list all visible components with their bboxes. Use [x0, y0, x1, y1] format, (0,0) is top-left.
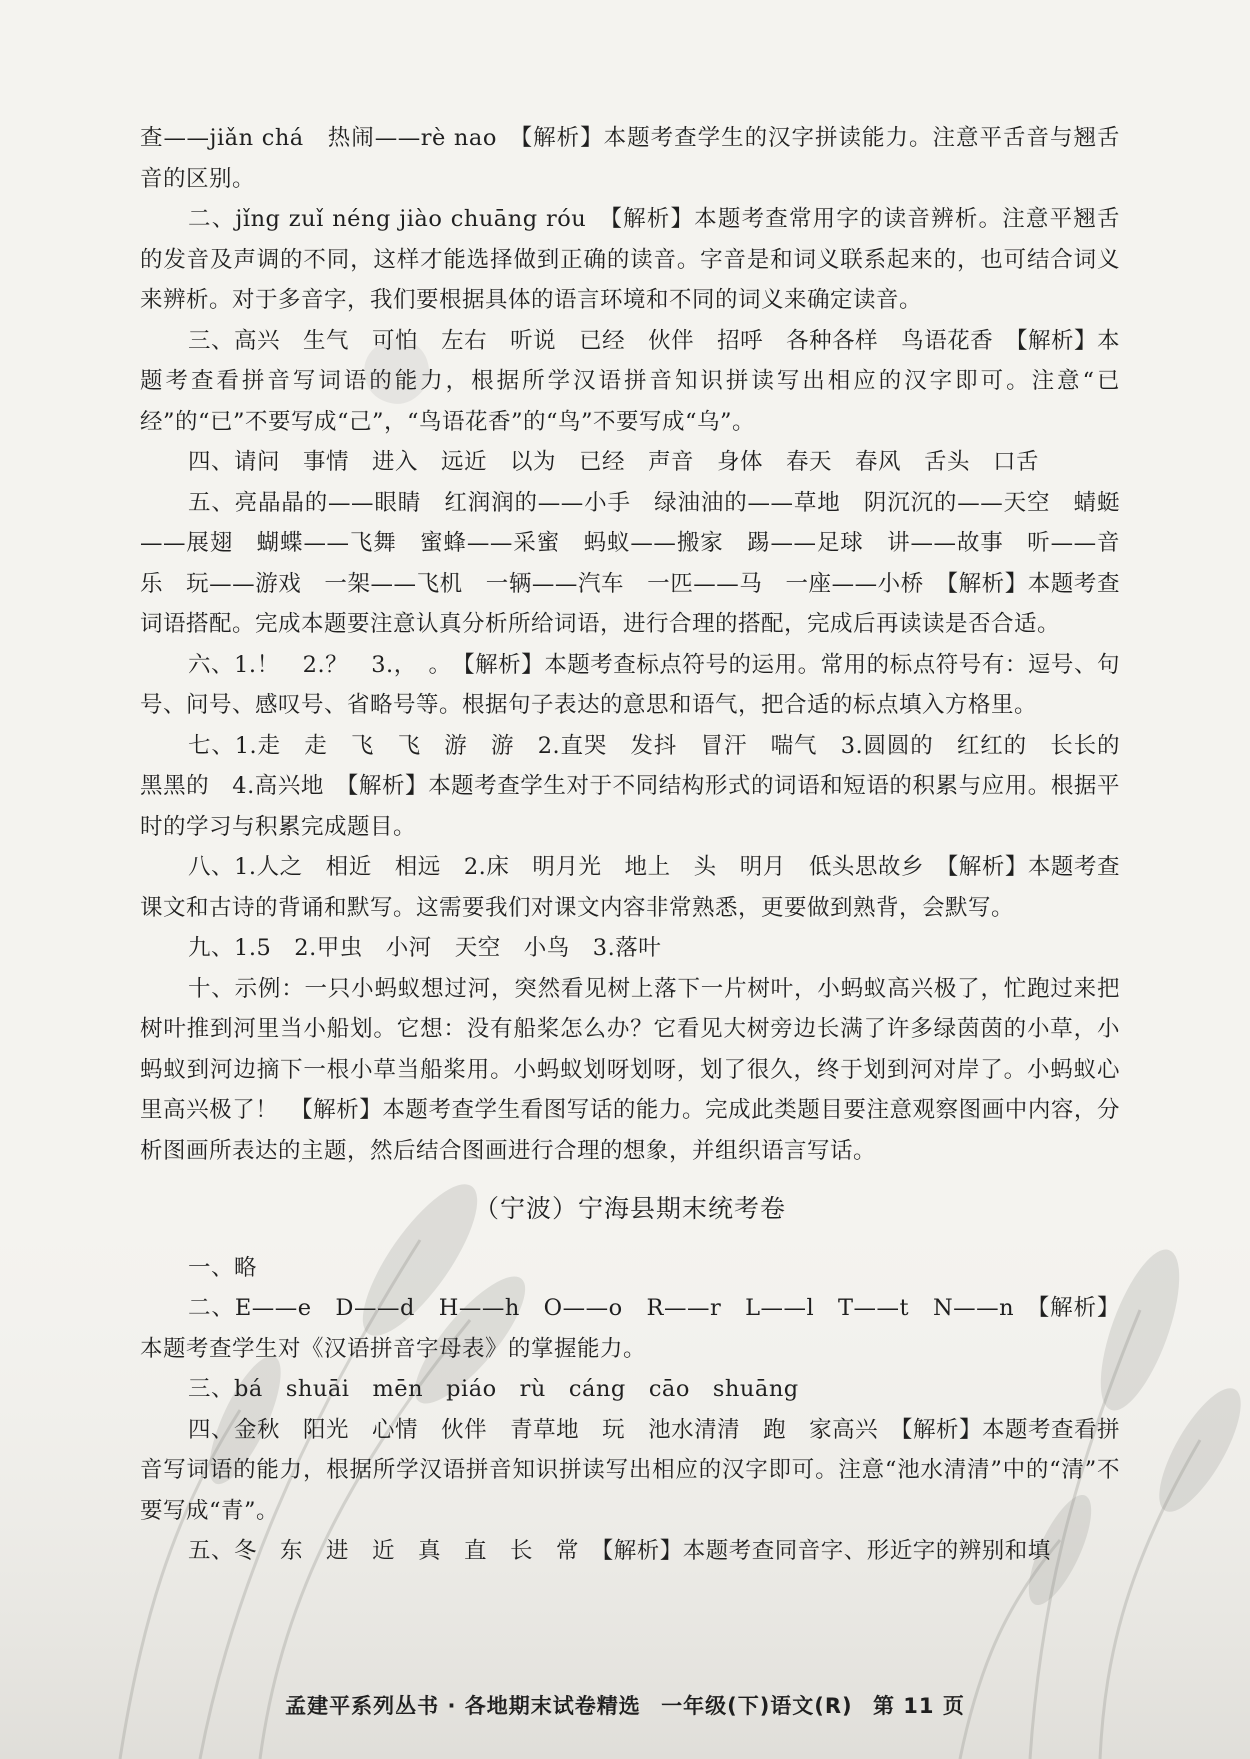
paragraph: 六、1.！ 2.？ 3.， 。 【解析】本题考查标点符号的运用。常用的标点符号有：逗号、句号、问号、感叹号、省略号等。根据句子表达的意思和语气，把合适的标点填入方格里。: [140, 651, 1120, 718]
paragraph: 三、高兴 生气 可怕 左右 听说 已经 伙伴 招呼 各种各样 鸟语花香 【解析】本题考查看拼音写词语的能力，根据所学汉语拼音知识拼读写出相应的汉字即可。注意“已经”的“已”不要写成“己”，“鸟语花香”的“鸟”不要写成“乌”。: [140, 327, 1120, 435]
paragraph: 四、金秋 阳光 心情 伙伴 青草地 玩 池水清清 跑 家高兴 【解析】本题考查看拼音写词语的能力，根据所学汉语拼音知识拼读写出相应的汉字即可。注意“池水清清”中的“清”不要写成“青”。: [140, 1416, 1120, 1524]
paragraph: 二、jǐng zuǐ néng jiào chuāng róu 【解析】本题考查常用字的读音辨析。注意平翘舌的发音及声调的不同，这样才能选择做到正确的读音。字音是和词义联系起来的，也可结合词义来辨析。对于多音字，我们要根据具体的语言环境和不同的词义来确定读音。: [140, 206, 1120, 313]
paragraph: 二、E——e D——d H——h O——o R——r L——l T——t N——n 【解析】本题考查学生对《汉语拼音字母表》的掌握能力。: [140, 1295, 1120, 1362]
footer-page-number: 第 11 页: [872, 1694, 965, 1718]
paragraph: 九、1.5 2.甲虫 小河 天空 小鸟 3.落叶: [188, 935, 662, 961]
paragraph: 七、1.走 走 飞 飞 游 游 2.直哭 发抖 冒汗 喘气 3.圆圆的 红红的 长长的 黑黑的 4.高兴地 【解析】本题考查学生对于不同结构形式的词语和短语的积累与应用。根据平时的学习与积累完成题目。: [140, 732, 1144, 840]
paragraph: 十、示例：一只小蚂蚁想过河，突然看见树上落下一片树叶，小蚂蚁高兴极了，忙跑过来把树叶推到河里当小船划。它想：没有船桨怎么办？它看见大树旁边长满了许多绿茵茵的小草，小蚂蚁到河边摘下一根小草当船桨用。小蚂蚁划呀划呀，划了很久，终于划到河对岸了。小蚂蚁心里高兴极了！ 【解析】本题考查学生看图写话的能力。完成此类题目要注意观察图画中内容，分析图画所表达的主题，然后结合图画进行合理的想象，并组织语言写话。: [140, 975, 1120, 1164]
paragraph: 三、bá shuāi mēn piáo rù cáng cāo shuāng: [188, 1376, 799, 1402]
footer-series: 孟建平系列丛书 · 各地期末试卷精选: [285, 1694, 641, 1718]
section-title: （宁波）宁海县期末统考卷: [473, 1194, 786, 1223]
paragraph: 四、请问 事情 进入 远近 以为 已经 声音 身体 春天 春风 舌头 口舌: [188, 449, 1040, 475]
paragraph: 八、1.人之 相近 相远 2.床 明月光 地上 头 明月 低头思故乡 【解析】本题考查课文和古诗的背诵和默写。这需要我们对课文内容非常熟悉，更要做到熟背，会默写。: [140, 854, 1120, 921]
footer-grade: 一年级(下)语文(R): [661, 1694, 853, 1718]
paragraph: 五、冬 东 进 近 真 直 长 常 【解析】本题考查同音字、形近字的辨别和填: [188, 1538, 1051, 1564]
paragraph: 查——jiǎn chá 热闹——rè nao 【解析】本题考查学生的汉字拼读能力。注意平舌音与翘舌音的区别。: [140, 125, 1120, 192]
paragraph: 五、亮晶晶的——眼睛 红润润的——小手 绿油油的——草地 阴沉沉的——天空 蜻蜓——展翅 蝴蝶——飞舞 蜜蜂——采蜜 蚂蚁——搬家 踢——足球 讲——故事 听——音乐 玩——游戏 一架——飞机 一辆——汽车 一匹——马 一座——小桥 【解析】本题考查词语搭配。完成本题要注意认真分析所给词语，进行合理的搭配，完成后再读读是否合适。: [140, 489, 1120, 637]
page-footer: [0, 1690, 1250, 1720]
answer-content: [140, 118, 1144, 1572]
paragraph: 一、略: [188, 1254, 258, 1281]
watermark: ⬤: [353, 323, 439, 411]
